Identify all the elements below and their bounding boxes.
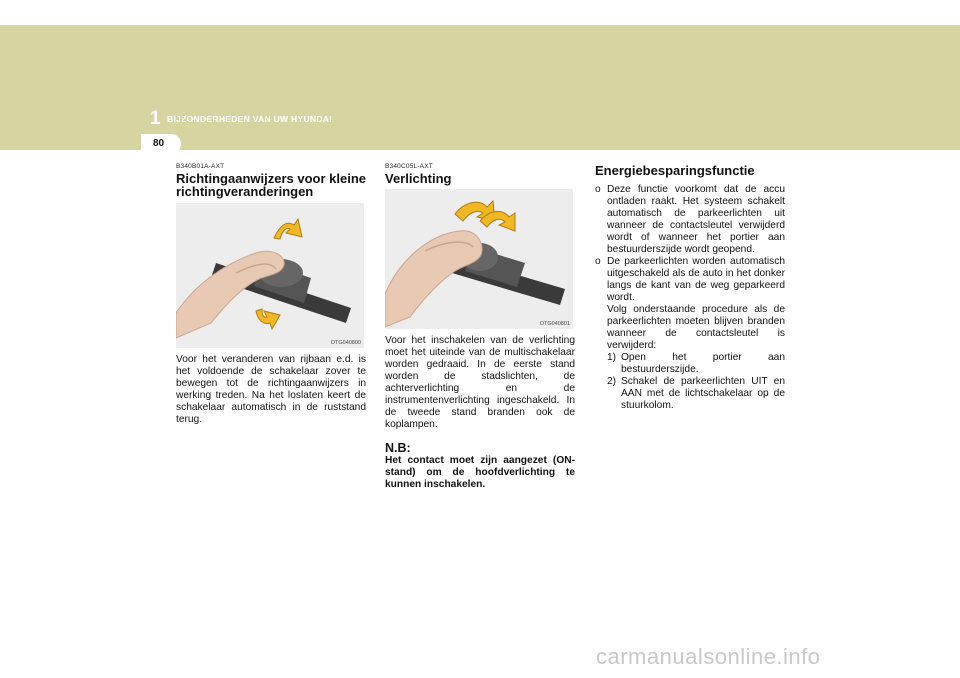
section-body: Voor het veranderen van rijbaan e.d. is het voldoende de schakelaar zover te bewegen tot de richtingaanwijzers in werking treden. Na het loslaten keert de schakelaar automatisch in de ruststand terug. [176,354,366,425]
section-code: B340C05L-AXT [385,163,433,170]
section-heading: Richtingaanwijzers voor kleine richtingveranderingen [176,171,366,199]
bullet-continuation: Volg onderstaande procedure als de parkeerlichten moeten blijven branden wanneer de contactsleutel is verwijderd: [607,304,785,351]
section-energy-saving [595,163,785,412]
step-number: 2) [607,376,617,387]
section-body: Voor het inschakelen van de verlichting moet het uiteinde van de multischakelaar worden gedraaid. In de eerste stand worden de stadslichten, de achterverlichting en de instrumentenverlichting ingeschakeld. In de tweede stand branden ook de koplampen. [385,335,575,430]
section-heading: Verlichting [385,171,452,186]
image-code: OTG040800 [330,340,361,346]
lighting-photo [385,189,573,329]
note-title: N.B: [385,441,411,455]
list-item [595,256,785,412]
note-text: Het contact moet zijn aangezet (ON-stand) om de hoofdverlichting te kunnen inschakelen. [385,455,575,490]
chapter-title: BIJZONDERHEDEN VAN UW HYUNDAI [167,114,332,124]
step-number: 1) [607,352,617,363]
image-code: OTG040801 [539,321,570,327]
bullet-mark: o [595,256,601,267]
step-1 [607,352,785,376]
step-2 [607,376,785,412]
watermark: carmanualsonline.info [596,644,821,669]
bullet-text: Deze functie voorkomt dat de accu ontladen raakt. Het systeem schakelt automatisch de parkeerlichten uit wanneer de contactsleutel verwijderd wordt of wanneer het portier aan bestuurderszijde wordt geopend. [607,184,785,255]
page-number: 80 [153,138,165,149]
section-code: B340B01A-AXT [176,163,225,170]
step-text: Schakel de parkeerlichten UIT en AAN met de lichtschakelaar op de stuurkolom. [621,376,785,411]
bullet-mark: o [595,184,601,195]
chapter-number: 1 [150,108,161,129]
section-turn-signals [176,163,366,426]
turn-signal-photo [176,203,364,348]
step-text: Open het portier aan bestuurderszijde. [621,352,785,375]
header-band [0,25,960,150]
bullet-text: De parkeerlichten worden automatisch uitgeschakeld als de auto in het donker langs de kant van de weg geparkeerd wordt. [607,256,785,303]
section-heading: Energiebesparingsfunctie [595,163,755,178]
section-lighting [385,163,575,491]
list-item [595,184,785,256]
